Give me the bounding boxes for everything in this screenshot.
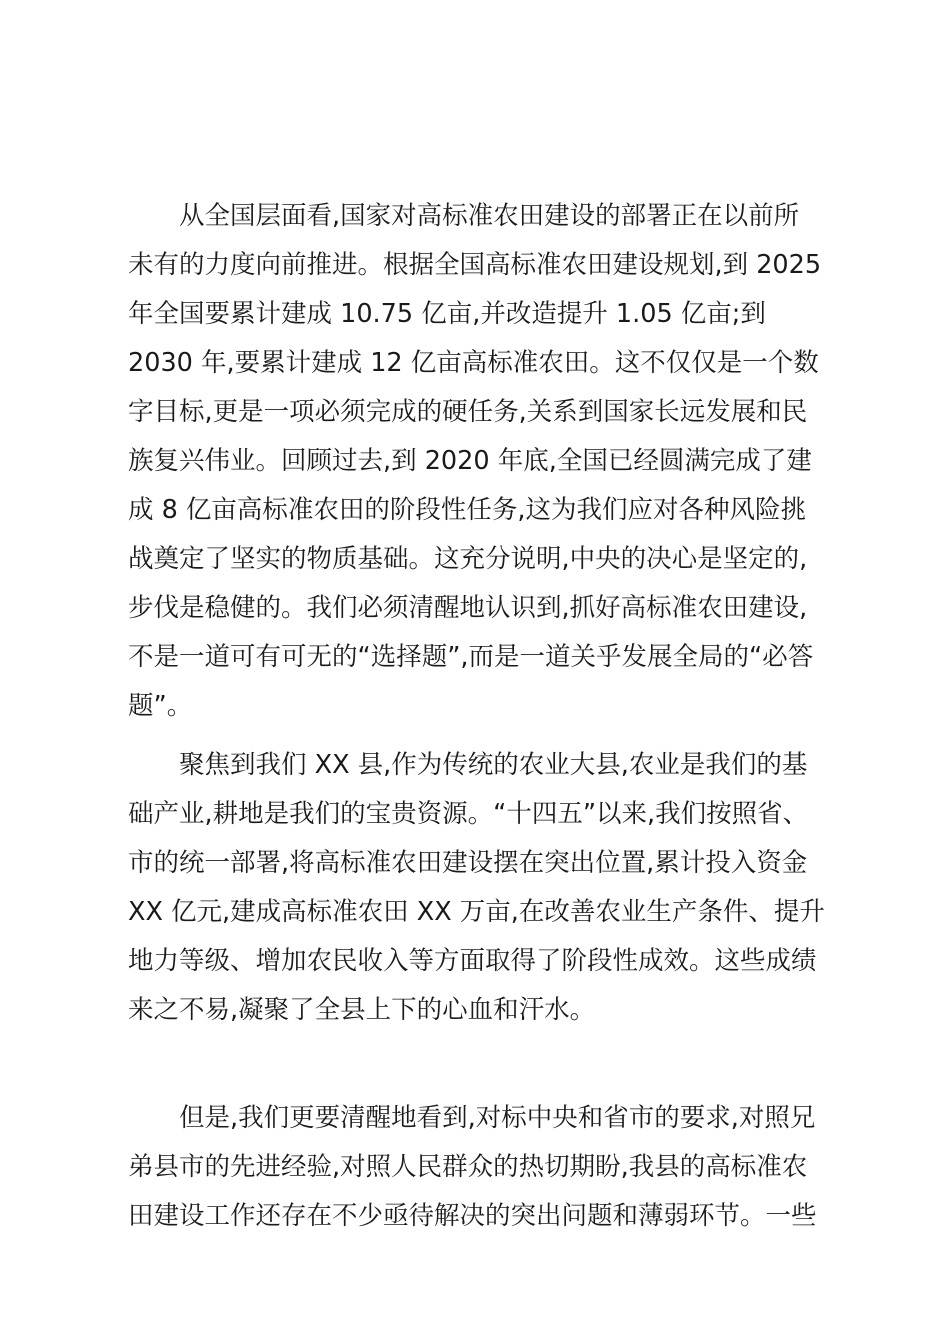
paragraph-line: XX 亿元,建成高标准农田 XX 万亩,在改善农业生产条件、提升 [128,897,825,927]
paragraph-line: 2030 年,要累计建成 12 亿亩高标准农田。这不仅仅是一个数 [128,348,819,378]
paragraph-line: 成 8 亿亩高标准农田的阶段性任务,这为我们应对各种风险挑 [128,495,807,525]
paragraph-line: 础产业,耕地是我们的宝贵资源。“十四五”以来,我们按照省、 [128,799,809,829]
paragraph-line: 年全国要累计建成 10.75 亿亩,并改造提升 1.05 亿亩;到 [128,299,766,329]
paragraph-county-achievements [128,741,825,1084]
paragraph-line: 字目标,更是一项必须完成的硬任务,关系到国家长远发展和民 [128,397,808,427]
paragraph-line: 步伐是稳健的。我们必须清醒地认识到,抓好高标准农田建设, [128,593,808,623]
paragraph-line: 族复兴伟业。回顾过去,到 2020 年底,全国已经圆满完成了建 [128,446,812,476]
paragraph-line: 田建设工作还存在不少亟待解决的突出问题和薄弱环节。一些 [128,1201,817,1231]
paragraph-line: 不是一道可有可无的“选择题”,而是一道关乎发展全局的“必答 [128,642,814,672]
paragraph-line: 市的统一部署,将高标准农田建设摆在突出位置,累计投入资金 [128,848,808,878]
paragraph-line: 来之不易,凝聚了全县上下的心血和汗水。 [128,995,596,1025]
paragraph-line: 未有的力度向前推进。根据全国高标准农田建设规划,到 2025 [128,250,822,280]
paragraph-line: 但是,我们更要清醒地看到,对标中央和省市的要求,对照兄 [179,1103,816,1133]
paragraph-line: 战奠定了坚实的物质基础。这充分说明,中央的决心是坚定的, [128,544,808,574]
paragraph-line: 弟县市的先进经验,对照人民群众的热切期盼,我县的高标准农 [128,1152,808,1182]
document-body [128,192,825,1241]
paragraph-line: 聚焦到我们 XX 县,作为传统的农业大县,农业是我们的基 [179,750,808,780]
paragraph-national-overview [128,192,820,731]
paragraph-line: 地力等级、增加农民收入等方面取得了阶段性成效。这些成绩 [128,946,817,976]
paragraph-county-problems [128,1094,820,1241]
paragraph-line: 题”。 [128,691,193,721]
paragraph-line: 从全国层面看,国家对高标准农田建设的部署正在以前所 [179,201,800,231]
